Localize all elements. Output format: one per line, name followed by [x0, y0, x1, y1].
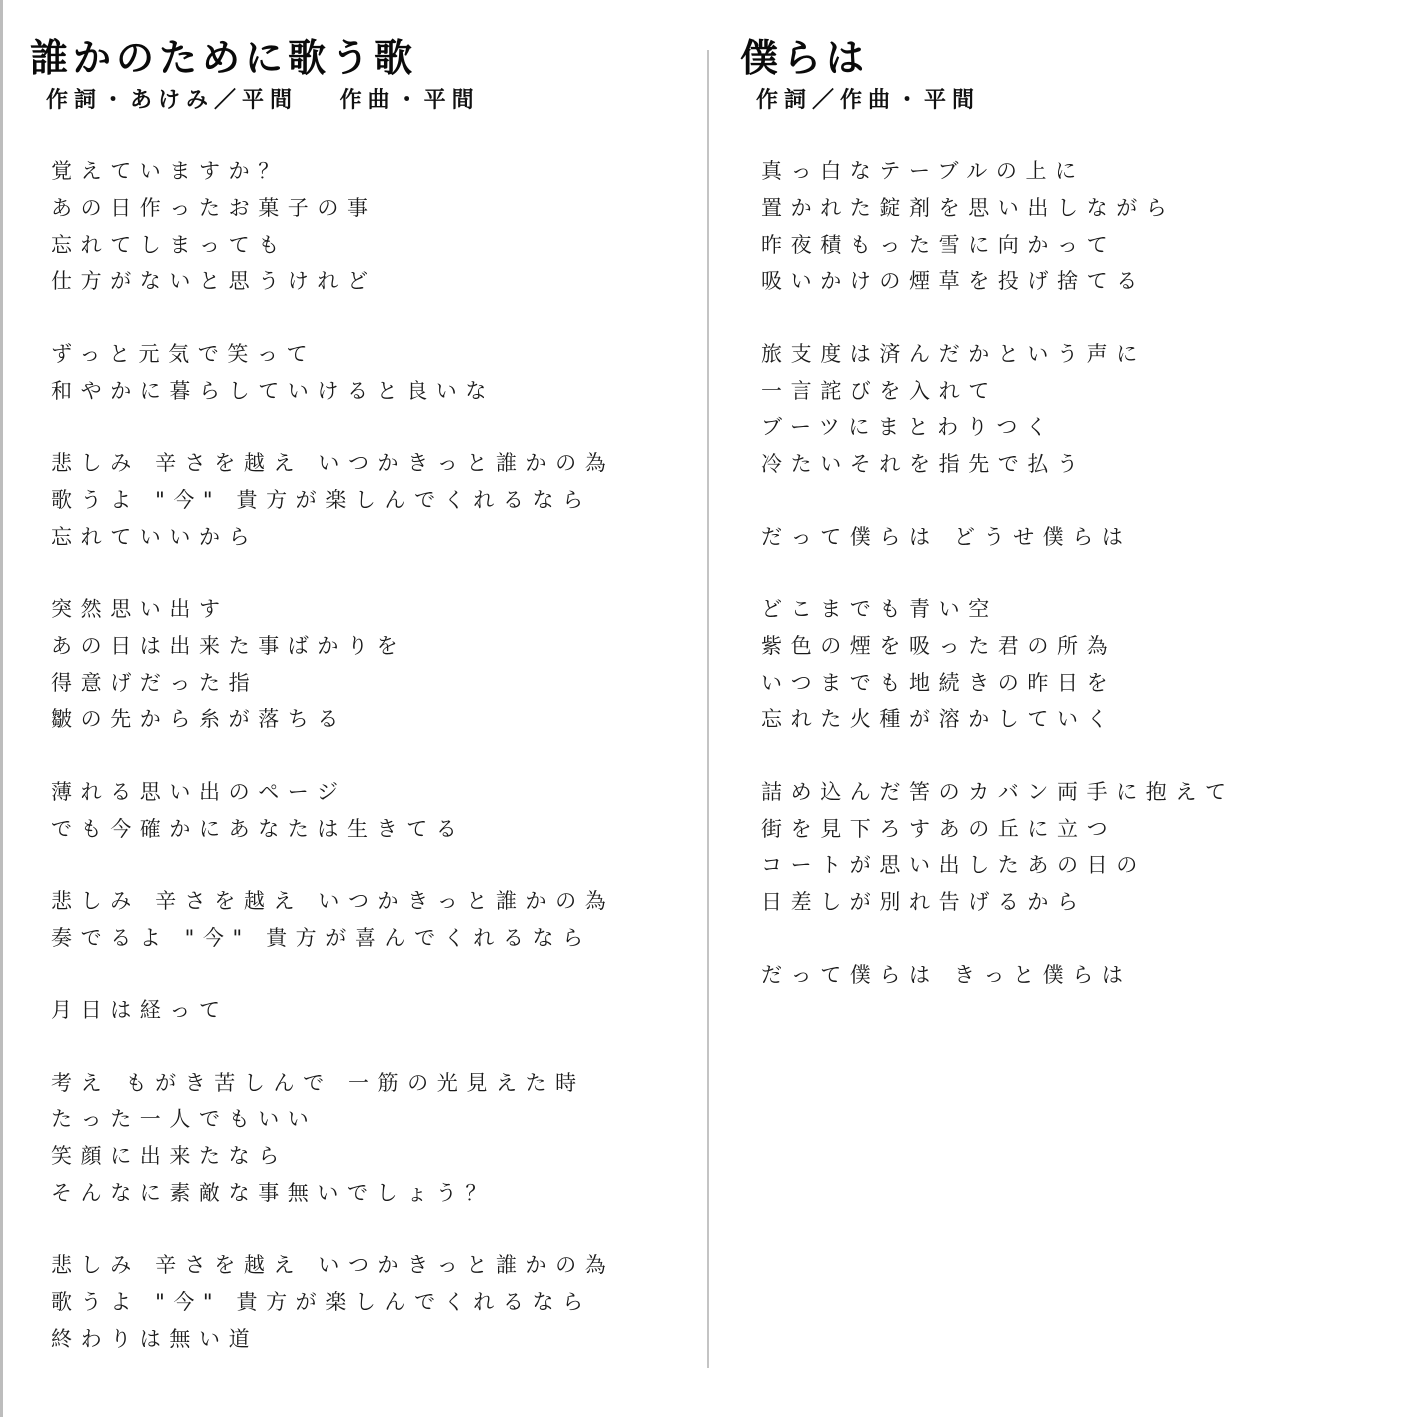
lyric-line: 一言詫びを入れて	[761, 378, 998, 403]
lyric-line: だって僕らは どうせ僕らは	[761, 524, 1132, 549]
song-title: 誰かのために歌う歌	[30, 36, 418, 80]
lyric-line: 覚えていますか？	[51, 159, 288, 183]
stanza-break	[51, 738, 614, 774]
lyric-line: あの日作ったお菓子の事	[51, 195, 377, 220]
lyric-line: 忘れてしまっても	[51, 232, 288, 257]
lyric-line: 日差しが別れ告げるから	[761, 890, 1087, 915]
lyric-line: 得意げだった指	[51, 670, 259, 695]
lyric-line: 悲しみ 辛さを越え いつかきっと誰かの為	[51, 450, 615, 475]
stanza-break	[51, 957, 614, 993]
lyric-line: 和やかに暮らしていけると良いな	[51, 378, 495, 403]
stanza-break	[51, 1029, 614, 1065]
lyric-line: 仕方がないと思うけれど	[51, 269, 377, 294]
stanza-break	[761, 738, 1235, 774]
lyric-line: 置かれた錠剤を思い出しながら	[761, 195, 1176, 220]
lyric-line: 薄れる思い出のページ	[51, 779, 347, 804]
lyric-line: 昨夜積もった雪に向かって	[761, 232, 1117, 257]
lyric-line: ブーツにまとわりつく	[761, 415, 1056, 440]
lyric-line: 忘れた火種が溶かしていく	[761, 707, 1117, 732]
lyric-line: 忘れていいから	[51, 524, 259, 549]
lyrics	[761, 153, 1235, 993]
lyric-line: たった一人でもいい	[51, 1107, 318, 1132]
column-divider	[707, 50, 709, 1368]
song-title: 僕らは	[740, 36, 870, 80]
stanza-break	[761, 300, 1235, 336]
song-credits: 作詞／作曲・平間	[756, 88, 981, 113]
lyric-line: 冷たいそれを指先で払う	[761, 452, 1087, 477]
lyrics	[51, 153, 614, 1358]
lyric-line: 突然思い出す	[51, 596, 229, 621]
lyric-line: 月日は経って	[51, 998, 229, 1023]
lyric-line: 吸いかけの煙草を投げ捨てる	[761, 269, 1146, 294]
lyric-line: 真っ白なテーブルの上に	[761, 159, 1085, 183]
lyric-line: 笑顔に出来たなら	[51, 1144, 288, 1169]
page-left-edge	[0, 0, 3, 1417]
stanza-break	[51, 847, 614, 883]
stanza-break	[51, 1212, 614, 1248]
lyric-line: コートが思い出したあの日の	[761, 853, 1146, 878]
lyric-line: 紫色の煙を吸った君の所為	[761, 633, 1117, 658]
stanza-break	[51, 300, 614, 336]
song-credits: 作詞・あけみ／平間 作曲・平間	[46, 88, 480, 113]
lyric-line: 歌うよ "今" 貴方が楽しんでくれるなら	[51, 1290, 592, 1315]
lyric-line: 歌うよ "今" 貴方が楽しんでくれるなら	[51, 487, 592, 512]
stanza-break	[761, 921, 1235, 957]
stanza-break	[51, 409, 614, 445]
lyric-line: そんなに素敵な事無いでしょう？	[51, 1180, 495, 1205]
lyric-line: だって僕らは きっと僕らは	[761, 962, 1132, 987]
lyric-line: 詰め込んだ筈のカバン両手に抱えて	[761, 779, 1235, 804]
lyric-line: 奏でるよ "今" 貴方が喜んでくれるなら	[51, 925, 592, 950]
lyric-line: 街を見下ろすあの丘に立つ	[761, 816, 1117, 841]
lyric-line: 旅支度は済んだかという声に	[761, 341, 1146, 366]
stanza-break	[761, 555, 1235, 591]
lyric-line: でも今確かにあなたは生きてる	[51, 816, 466, 841]
stanza-break	[761, 483, 1235, 519]
lyric-line: 皺の先から糸が落ちる	[51, 707, 347, 732]
lyric-line: あの日は出来た事ばかりを	[51, 633, 407, 658]
lyric-line: いつまでも地続きの昨日を	[761, 670, 1117, 695]
lyric-line: 悲しみ 辛さを越え いつかきっと誰かの為	[51, 888, 615, 913]
lyric-line: ずっと元気で笑って	[51, 341, 317, 366]
lyric-line: どこまでも青い空	[761, 596, 998, 621]
stanza-break	[51, 555, 614, 591]
lyric-line: 考え もがき苦しんで 一筋の光見えた時	[51, 1070, 585, 1095]
lyric-line: 悲しみ 辛さを越え いつかきっと誰かの為	[51, 1253, 615, 1278]
lyric-line: 終わりは無い道	[51, 1326, 259, 1351]
